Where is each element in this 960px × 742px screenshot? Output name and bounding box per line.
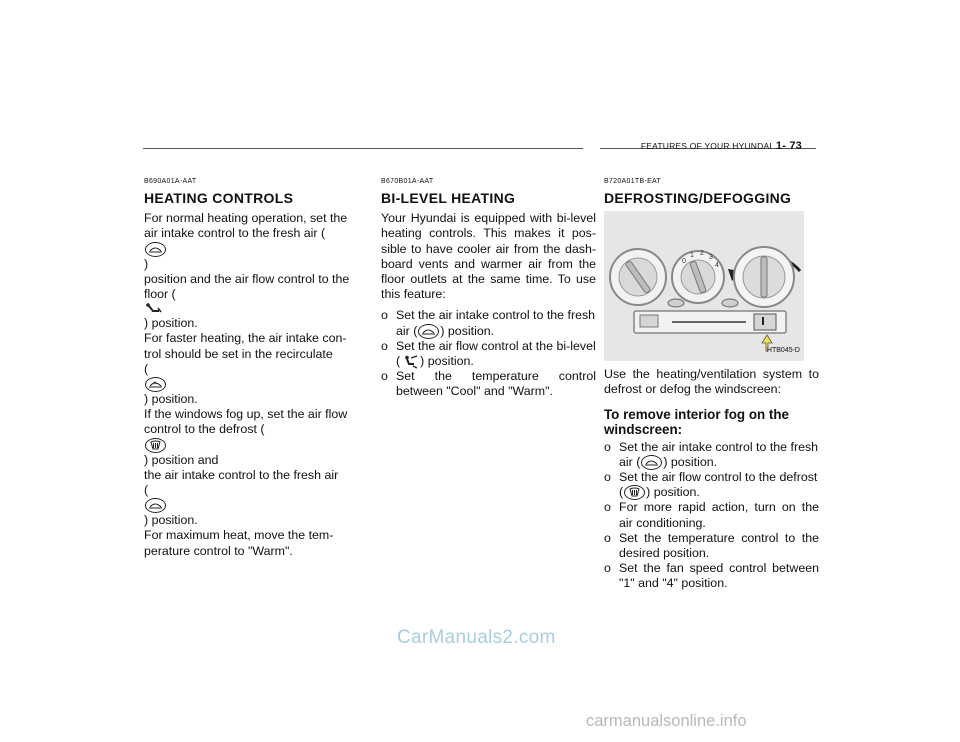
list-item: o Set the fan speed control between "1" and "4" position. <box>604 561 819 591</box>
bi-level-icon <box>401 355 419 369</box>
text-line: For maximum heat, move the tem- <box>144 528 334 543</box>
heating-controls-section <box>144 174 359 559</box>
text-line: perature control to "Warm". <box>144 543 293 558</box>
list-item: o Set the air flow control to the defrost ( ) position. <box>604 470 818 500</box>
fresh-air-icon <box>641 455 662 470</box>
text-line: control to the defrost ( ) position and <box>144 422 265 467</box>
section-code: B670B01A-AAT <box>381 178 434 185</box>
section-code: B690A01A-AAT <box>144 178 197 185</box>
text-line: floor ( ) position. <box>144 287 198 331</box>
bullet-mark: o <box>604 439 611 454</box>
header-rule-left <box>143 148 583 149</box>
section-code: B720A01TB-EAT <box>604 178 662 185</box>
fan-speed-label: 2 <box>700 250 704 258</box>
climate-panel-illustration <box>604 211 804 361</box>
defrost-icon <box>624 485 645 500</box>
defrost-intro: Use the heating/ventilation system to defrost or defog the windscreen: <box>604 367 819 397</box>
bullet-mark: o <box>604 530 611 545</box>
text-line: air intake control to the fresh air ( ) <box>144 226 326 271</box>
text-line: the air intake control to the fresh air <box>144 467 339 482</box>
section-title-heating: HEATING CONTROLS <box>144 190 294 207</box>
section-title-defrosting: DEFROSTING/DEFOGGING <box>604 190 792 207</box>
defrost-steps <box>604 440 819 592</box>
watermark-carmanualsonline[interactable]: carmanualsonline.info <box>586 712 747 730</box>
section-title: FEATURES OF YOUR HYUNDAI <box>640 141 772 151</box>
recirculate-icon <box>145 377 166 392</box>
fog-removal-subhead: To remove interior fog on the windscreen: <box>604 406 789 438</box>
watermark-carmanuals2[interactable]: CarManuals2.com <box>397 627 556 648</box>
floor-mode-icon <box>145 302 163 316</box>
bi-level-heating-section <box>381 174 596 400</box>
text-line: ( ) position. <box>144 361 198 407</box>
bullet-mark: o <box>604 561 611 576</box>
list-item: o For more rapid action, turn on the air conditioning. <box>604 500 819 530</box>
bullet-mark: o <box>604 500 611 515</box>
climate-control-figure <box>604 211 804 361</box>
list-item: o Set the temperature control to the desired position. <box>604 530 819 561</box>
bullet-mark: o <box>604 470 611 485</box>
text-line: For faster heating, the air intake con- <box>144 331 347 346</box>
fan-speed-label: 0 <box>682 258 686 266</box>
fresh-air-icon <box>418 324 439 339</box>
fan-speed-label: 1 <box>690 252 694 260</box>
list-item: o Set the air intake control to the fresh air ( ) position. <box>604 439 819 469</box>
bullet-mark: o <box>381 369 388 384</box>
text-line: For normal heating operation, set the <box>144 211 348 226</box>
bilevel-intro: Your Hyundai is equipped with bi-level heating controls. This makes it pos-sible to have cooler air from the dash-board vents and warmer air from the floor outlets at the same time. To use this feature: <box>381 211 596 302</box>
heating-text <box>144 211 359 559</box>
section-title-bilevel: BI-LEVEL HEATING <box>381 190 516 207</box>
fresh-air-icon <box>145 242 166 257</box>
text-line: trol should be set in the recirculate <box>144 346 333 361</box>
bullet-mark: o <box>381 338 388 353</box>
page-number: 1- 73 <box>775 140 802 152</box>
fan-speed-label: 4 <box>715 262 719 270</box>
list-item: o Set the air intake control to the fresh air ( ) position. <box>381 308 596 338</box>
bullet-mark: o <box>381 308 388 323</box>
page-header <box>641 140 802 152</box>
list-item: o Set the air flow control at the bi-level ( ) position. <box>381 338 596 369</box>
fresh-air-icon <box>145 498 166 513</box>
bilevel-steps <box>381 308 596 399</box>
defrost-icon <box>145 438 166 453</box>
figure-caption: HTB045-D <box>766 347 800 354</box>
defrosting-section <box>604 174 819 592</box>
text-line: position and the air flow control to the <box>144 271 350 286</box>
fan-speed-label: 3 <box>709 254 713 262</box>
text-line: ( ) position. <box>144 483 198 528</box>
text-line: If the windows fog up, set the air flow <box>144 407 348 422</box>
list-item: o Set the temperature control between "Cool" and "Warm". <box>381 369 596 399</box>
